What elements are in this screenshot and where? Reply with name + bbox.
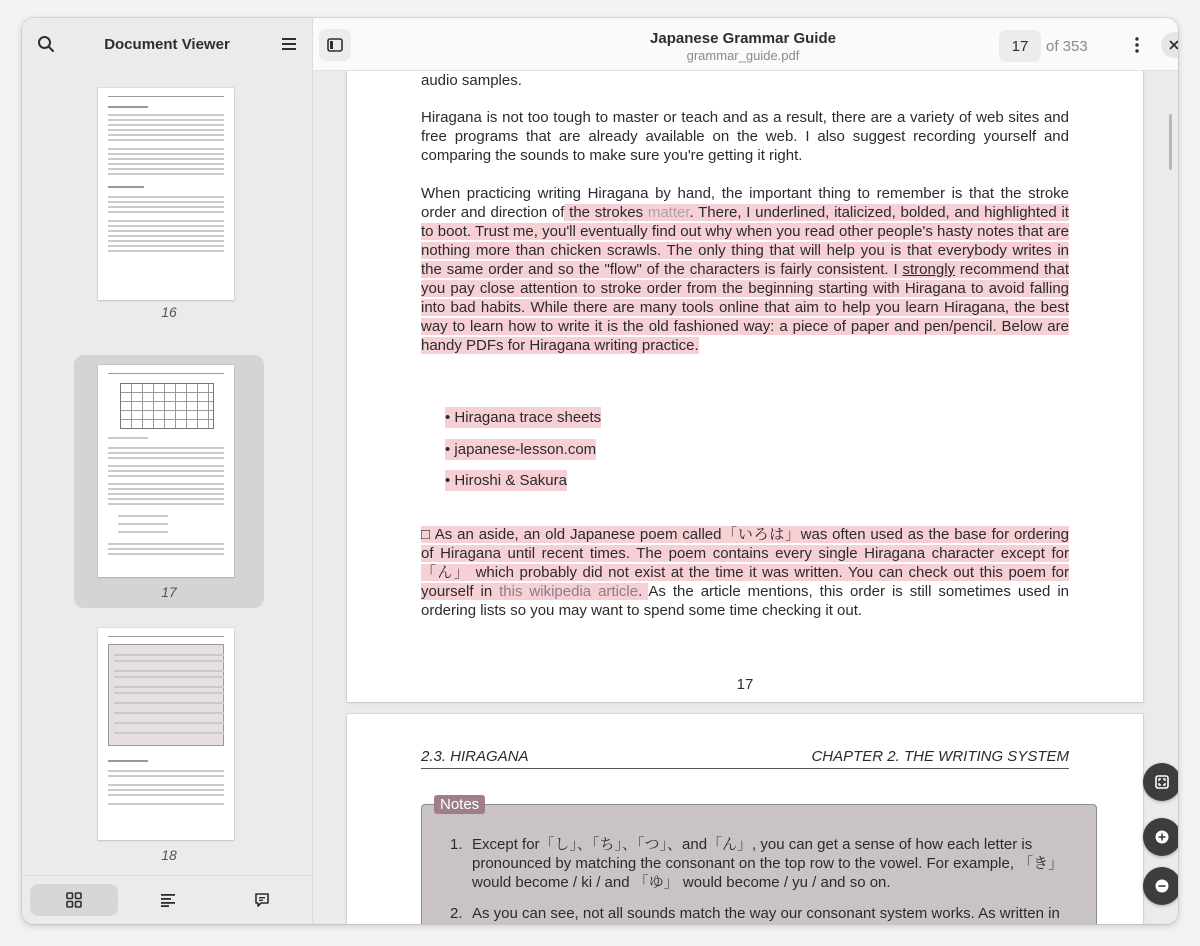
paragraph: Hiragana is not too tough to master or teach and as a result, there are a variety of web sites and free programs that are already available on the web. I also suggest recording yourself and comparing the sounds to make sure you're getting it right. bbox=[421, 109, 1069, 164]
italic-text: matter bbox=[647, 204, 690, 221]
document-menu-button[interactable] bbox=[1121, 29, 1153, 61]
notes-label: Notes bbox=[434, 795, 485, 814]
page-number: 17 bbox=[736, 676, 754, 693]
highlight-text: □ As an aside, an old Japanese poem called「いろは」was often used as the base for ordering of Hiragana until recent times. The poem contains every single Hiragana character except for「ん」 which probably did not exist at the time it was written. You can check out this poem for yourself in bbox=[421, 526, 1069, 600]
document-view[interactable] bbox=[313, 18, 1178, 924]
grid-icon bbox=[66, 892, 82, 908]
paragraph-text: When practicing writing Hiragana by hand, the important thing to remember is that the stroke order and direction of bbox=[421, 185, 1069, 221]
highlight[interactable] bbox=[421, 204, 1069, 354]
link-text: Hiroshi & Sakura bbox=[454, 472, 567, 489]
page-total: of 353 bbox=[1046, 38, 1088, 55]
thumbnail-label: 18 bbox=[161, 847, 177, 863]
sidebar bbox=[22, 18, 313, 924]
thumbnail-label: 16 bbox=[161, 304, 177, 320]
document-filename: grammar_guide.pdf bbox=[686, 48, 800, 63]
close-icon bbox=[1169, 40, 1178, 50]
paragraph-highlighted bbox=[421, 184, 1069, 355]
main-menu-button[interactable] bbox=[273, 28, 305, 60]
sidebar-toggle-icon bbox=[327, 38, 343, 52]
wikipedia-link[interactable]: this wikipedia article bbox=[499, 583, 639, 600]
outline-icon bbox=[160, 893, 176, 907]
zoom-in-icon bbox=[1154, 829, 1170, 845]
hamburger-icon bbox=[281, 37, 297, 51]
notes-item-text: Except for「し」、「ち」、「つ」、and「ん」, you can get a sense of how each letter is pronounced by matching the consonant on the top row to the vowel. For example, 「き」 would become / ki / and 「ゆ」 would become / yu / and so on. bbox=[472, 836, 1064, 891]
toggle-sidebar-button[interactable] bbox=[319, 29, 351, 61]
zoom-out-icon bbox=[1154, 878, 1170, 894]
thumbnail-list[interactable] bbox=[22, 70, 312, 876]
running-header-left: 2.3. HIRAGANA bbox=[421, 748, 529, 765]
notes-item-number: 1. bbox=[450, 836, 463, 853]
thumbnail-label: 17 bbox=[161, 584, 177, 600]
sidebar-title: Document Viewer bbox=[104, 36, 230, 53]
paragraph-text: As the article mentions, this order is still sometimes used in ordering lists so you may want to spend some time checking it out. bbox=[421, 583, 1070, 619]
thumbnail-image bbox=[98, 88, 234, 300]
tab-outline[interactable] bbox=[124, 884, 212, 916]
highlight-text: recommend that you pay close attention to stroke order from the beginning starting with Hiragana to avoid falling into bad habits. While there are many tools online that aim to help you learn Hiragana, the best way to learn how to write it is the old fashioned way: a piece of paper and pen/pencil. Below are handy PDFs for Hiragana writing practice. bbox=[421, 261, 1069, 354]
page-18 bbox=[347, 714, 1143, 924]
bullet-link[interactable]: • japanese-lesson.com bbox=[445, 441, 597, 458]
fit-page-icon bbox=[1154, 774, 1170, 790]
thumbnail-image bbox=[98, 628, 234, 840]
running-header-right: CHAPTER 2. THE WRITING SYSTEM bbox=[811, 748, 1069, 765]
highlight-text: . There, I underlined, italicized, bolded, and highlighted it to boot. Trust me, you'll eventually find out why when you read other people's hasty notes that are nothing more than chicken scrawls. The only thing that will help you is that everybody writes in the same order and so the "flow" of the characters is fairly consistent. I bbox=[421, 204, 1069, 278]
thumbnail-page-16[interactable] bbox=[74, 80, 264, 320]
paragraph-highlighted bbox=[421, 525, 1069, 620]
more-vertical-icon bbox=[1135, 37, 1139, 53]
sidebar-footer bbox=[22, 875, 312, 924]
page-17 bbox=[347, 18, 1143, 702]
notes-item-text: As you can see, not all sounds match the way our consonant system works. As written in bbox=[472, 905, 1060, 922]
link-text: japanese-lesson.com bbox=[454, 441, 597, 458]
bullet-link[interactable]: • Hiragana trace sheets bbox=[445, 409, 602, 426]
zoom-in-button[interactable] bbox=[1143, 818, 1178, 856]
document-title: Japanese Grammar Guide bbox=[650, 30, 836, 47]
notes-item-number: 2. bbox=[450, 905, 463, 922]
tab-annotations[interactable] bbox=[218, 884, 306, 916]
sidebar-header bbox=[22, 18, 312, 70]
underlined-text: strongly bbox=[902, 261, 956, 278]
highlight-text: . bbox=[638, 583, 649, 600]
thumbnail-page-18[interactable] bbox=[74, 618, 264, 868]
close-button[interactable] bbox=[1161, 32, 1178, 58]
scrollbar[interactable] bbox=[1169, 114, 1172, 170]
highlight-text: the strokes bbox=[564, 204, 648, 221]
page-number-input[interactable]: 17 bbox=[999, 30, 1041, 62]
annotations-icon bbox=[254, 892, 270, 908]
header-bar bbox=[313, 18, 1178, 71]
app-window bbox=[22, 18, 1178, 924]
thumbnail-image bbox=[98, 365, 234, 577]
notes-box bbox=[421, 796, 1097, 924]
zoom-out-button[interactable] bbox=[1143, 867, 1178, 905]
running-header bbox=[421, 748, 1069, 769]
bullet-link[interactable]: • Hiroshi & Sakura bbox=[445, 472, 567, 489]
link-text: Hiragana trace sheets bbox=[454, 409, 602, 426]
thumbnail-page-17[interactable] bbox=[74, 355, 264, 608]
page-text-fragment: audio samples. bbox=[421, 72, 522, 89]
fit-page-button[interactable] bbox=[1143, 763, 1178, 801]
tab-thumbnails[interactable] bbox=[30, 884, 118, 916]
